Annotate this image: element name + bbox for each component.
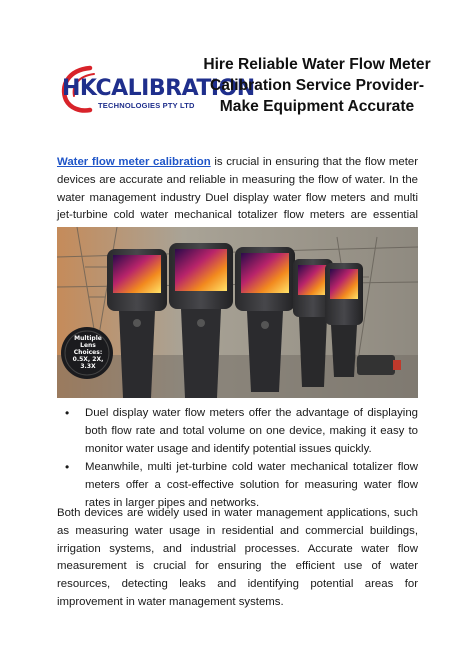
page-title bbox=[198, 54, 436, 117]
bullet-list bbox=[57, 405, 418, 514]
bullet-text: Duel display water flow meters offer the advantage of displaying both flow rate and total volume on one device, making it easy to monitor water usage and identify potential issues quickly. bbox=[85, 407, 418, 455]
badge-line-3: Choices: bbox=[73, 349, 103, 356]
calibration-link[interactable]: Water flow meter calibration bbox=[57, 156, 211, 168]
list-item bbox=[57, 405, 418, 458]
badge-line-4: 0.5X, 2X, 3.3X bbox=[72, 356, 104, 370]
bullet-dot-icon: • bbox=[65, 406, 70, 420]
badge-line-1: Multiple bbox=[74, 335, 102, 342]
lens-badge-text bbox=[65, 335, 111, 370]
logo-tagline: TECHNOLOGIES PTY LTD bbox=[98, 101, 195, 110]
intro-text: is crucial in ensuring that the flow meter devices are accurate and reliable in measuring the flow of water. In the water management industry Duel display water flow meters and multi jet-turbine cold water mechanical totalizer flow meters are essential bbox=[57, 156, 418, 222]
logo-hk: HK bbox=[62, 76, 96, 101]
title-line-3: Make Equipment Accurate bbox=[219, 98, 415, 115]
bullet-text: Meanwhile, multi jet-turbine cold water mechanical totalizer flow meters offer a cost-effective solution for measuring water flow rates in larger pipes and networks. bbox=[85, 461, 418, 509]
title-line-2: Calibration Service Provider- bbox=[209, 77, 425, 94]
bullet-dot-icon: • bbox=[65, 460, 70, 475]
company-logo bbox=[56, 64, 255, 116]
badge-line-2: Lens bbox=[80, 342, 96, 349]
closing-paragraph: Both devices are widely used in water management applications, such as measuring water usage in residential and commercial buildings, irrigation systems, and industrial processes. Accurate water flow measurement is crucial for ensuring the efficient use of water resources, detecting leaks and identifying potential areas for improvement in water management systems. bbox=[57, 507, 418, 608]
product-photo-illustration bbox=[57, 227, 418, 398]
logo-name: CALIBRATION bbox=[95, 76, 255, 101]
thermal-cameras-photo bbox=[57, 227, 418, 398]
page-header bbox=[56, 52, 431, 132]
title-line-1: Hire Reliable Water Flow Meter bbox=[203, 56, 431, 73]
